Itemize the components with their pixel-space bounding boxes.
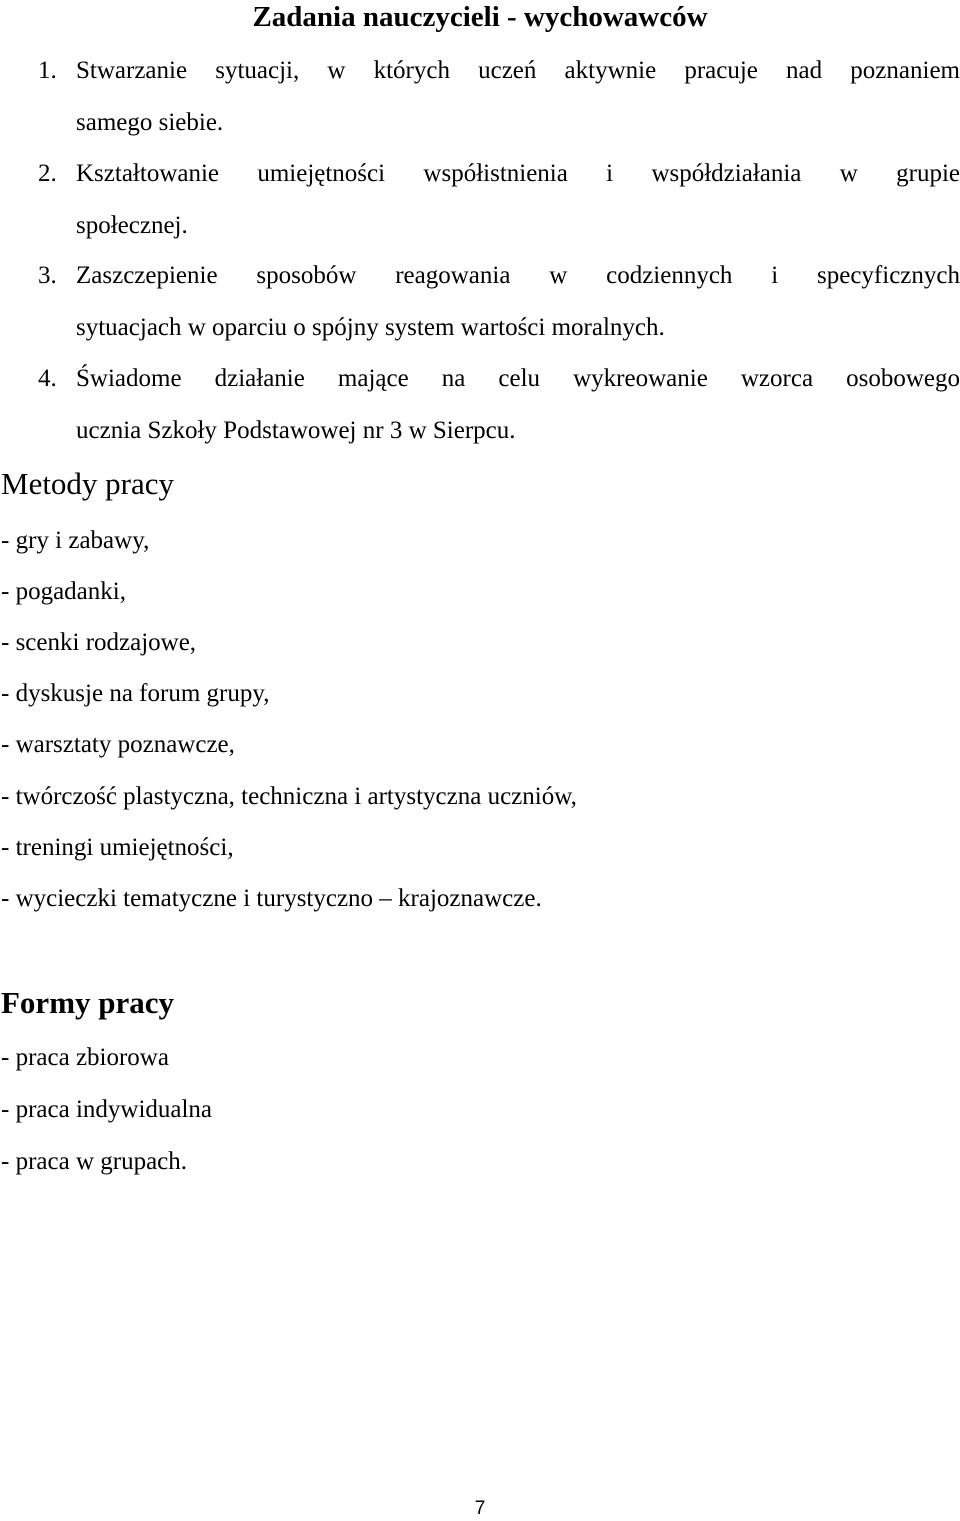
task-text-line: Świadome działanie mające na celu wykreowanie wzorca osobowego bbox=[76, 365, 960, 392]
form-item: - praca indywidualna bbox=[1, 1096, 213, 1123]
method-item: - warsztaty poznawcze, bbox=[1, 731, 235, 758]
task-number: 1. bbox=[38, 57, 57, 84]
method-item: - dyskusje na forum grupy, bbox=[1, 680, 270, 707]
task-number: 4. bbox=[38, 365, 57, 392]
task-number: 3. bbox=[38, 262, 57, 289]
task-text-line: Zaszczepienie sposobów reagowania w codziennych i specyficznych bbox=[76, 262, 960, 289]
method-item: - wycieczki tematyczne i turystyczno – krajoznawcze. bbox=[1, 885, 542, 912]
task-item-4 bbox=[38, 353, 960, 457]
method-item: - pogadanki, bbox=[1, 578, 126, 605]
task-item-3 bbox=[38, 250, 960, 354]
methods-heading: Metody pracy bbox=[1, 466, 175, 501]
section-title: Zadania nauczycieli - wychowawców bbox=[252, 1, 708, 33]
form-item: - praca w grupach. bbox=[1, 1148, 188, 1175]
task-number: 2. bbox=[38, 160, 57, 187]
task-text-line: ucznia Szkoły Podstawowej nr 3 w Sierpcu. bbox=[76, 417, 516, 444]
task-text-line: samego siebie. bbox=[76, 109, 224, 136]
task-text-line: Kształtowanie umiejętności współistnienia i współdziałania w grupie bbox=[76, 160, 960, 187]
forms-heading: Formy pracy bbox=[1, 985, 175, 1020]
task-text-line: społecznej. bbox=[76, 212, 188, 239]
page-number: 7 bbox=[474, 1498, 486, 1519]
method-item: - treningi umiejętności, bbox=[1, 834, 234, 861]
task-item-2 bbox=[38, 148, 960, 252]
task-text-line: sytuacjach w oparciu o spójny system wartości moralnych. bbox=[76, 314, 665, 341]
task-text-line: Stwarzanie sytuacji, w których uczeń aktywnie pracuje nad poznaniem bbox=[76, 57, 960, 84]
method-item: - scenki rodzajowe, bbox=[1, 629, 197, 656]
task-item-1 bbox=[38, 45, 960, 149]
method-item: - gry i zabawy, bbox=[1, 527, 150, 554]
method-item: - twórczość plastyczna, techniczna i artystyczna uczniów, bbox=[1, 783, 577, 810]
form-item: - praca zbiorowa bbox=[1, 1044, 169, 1071]
